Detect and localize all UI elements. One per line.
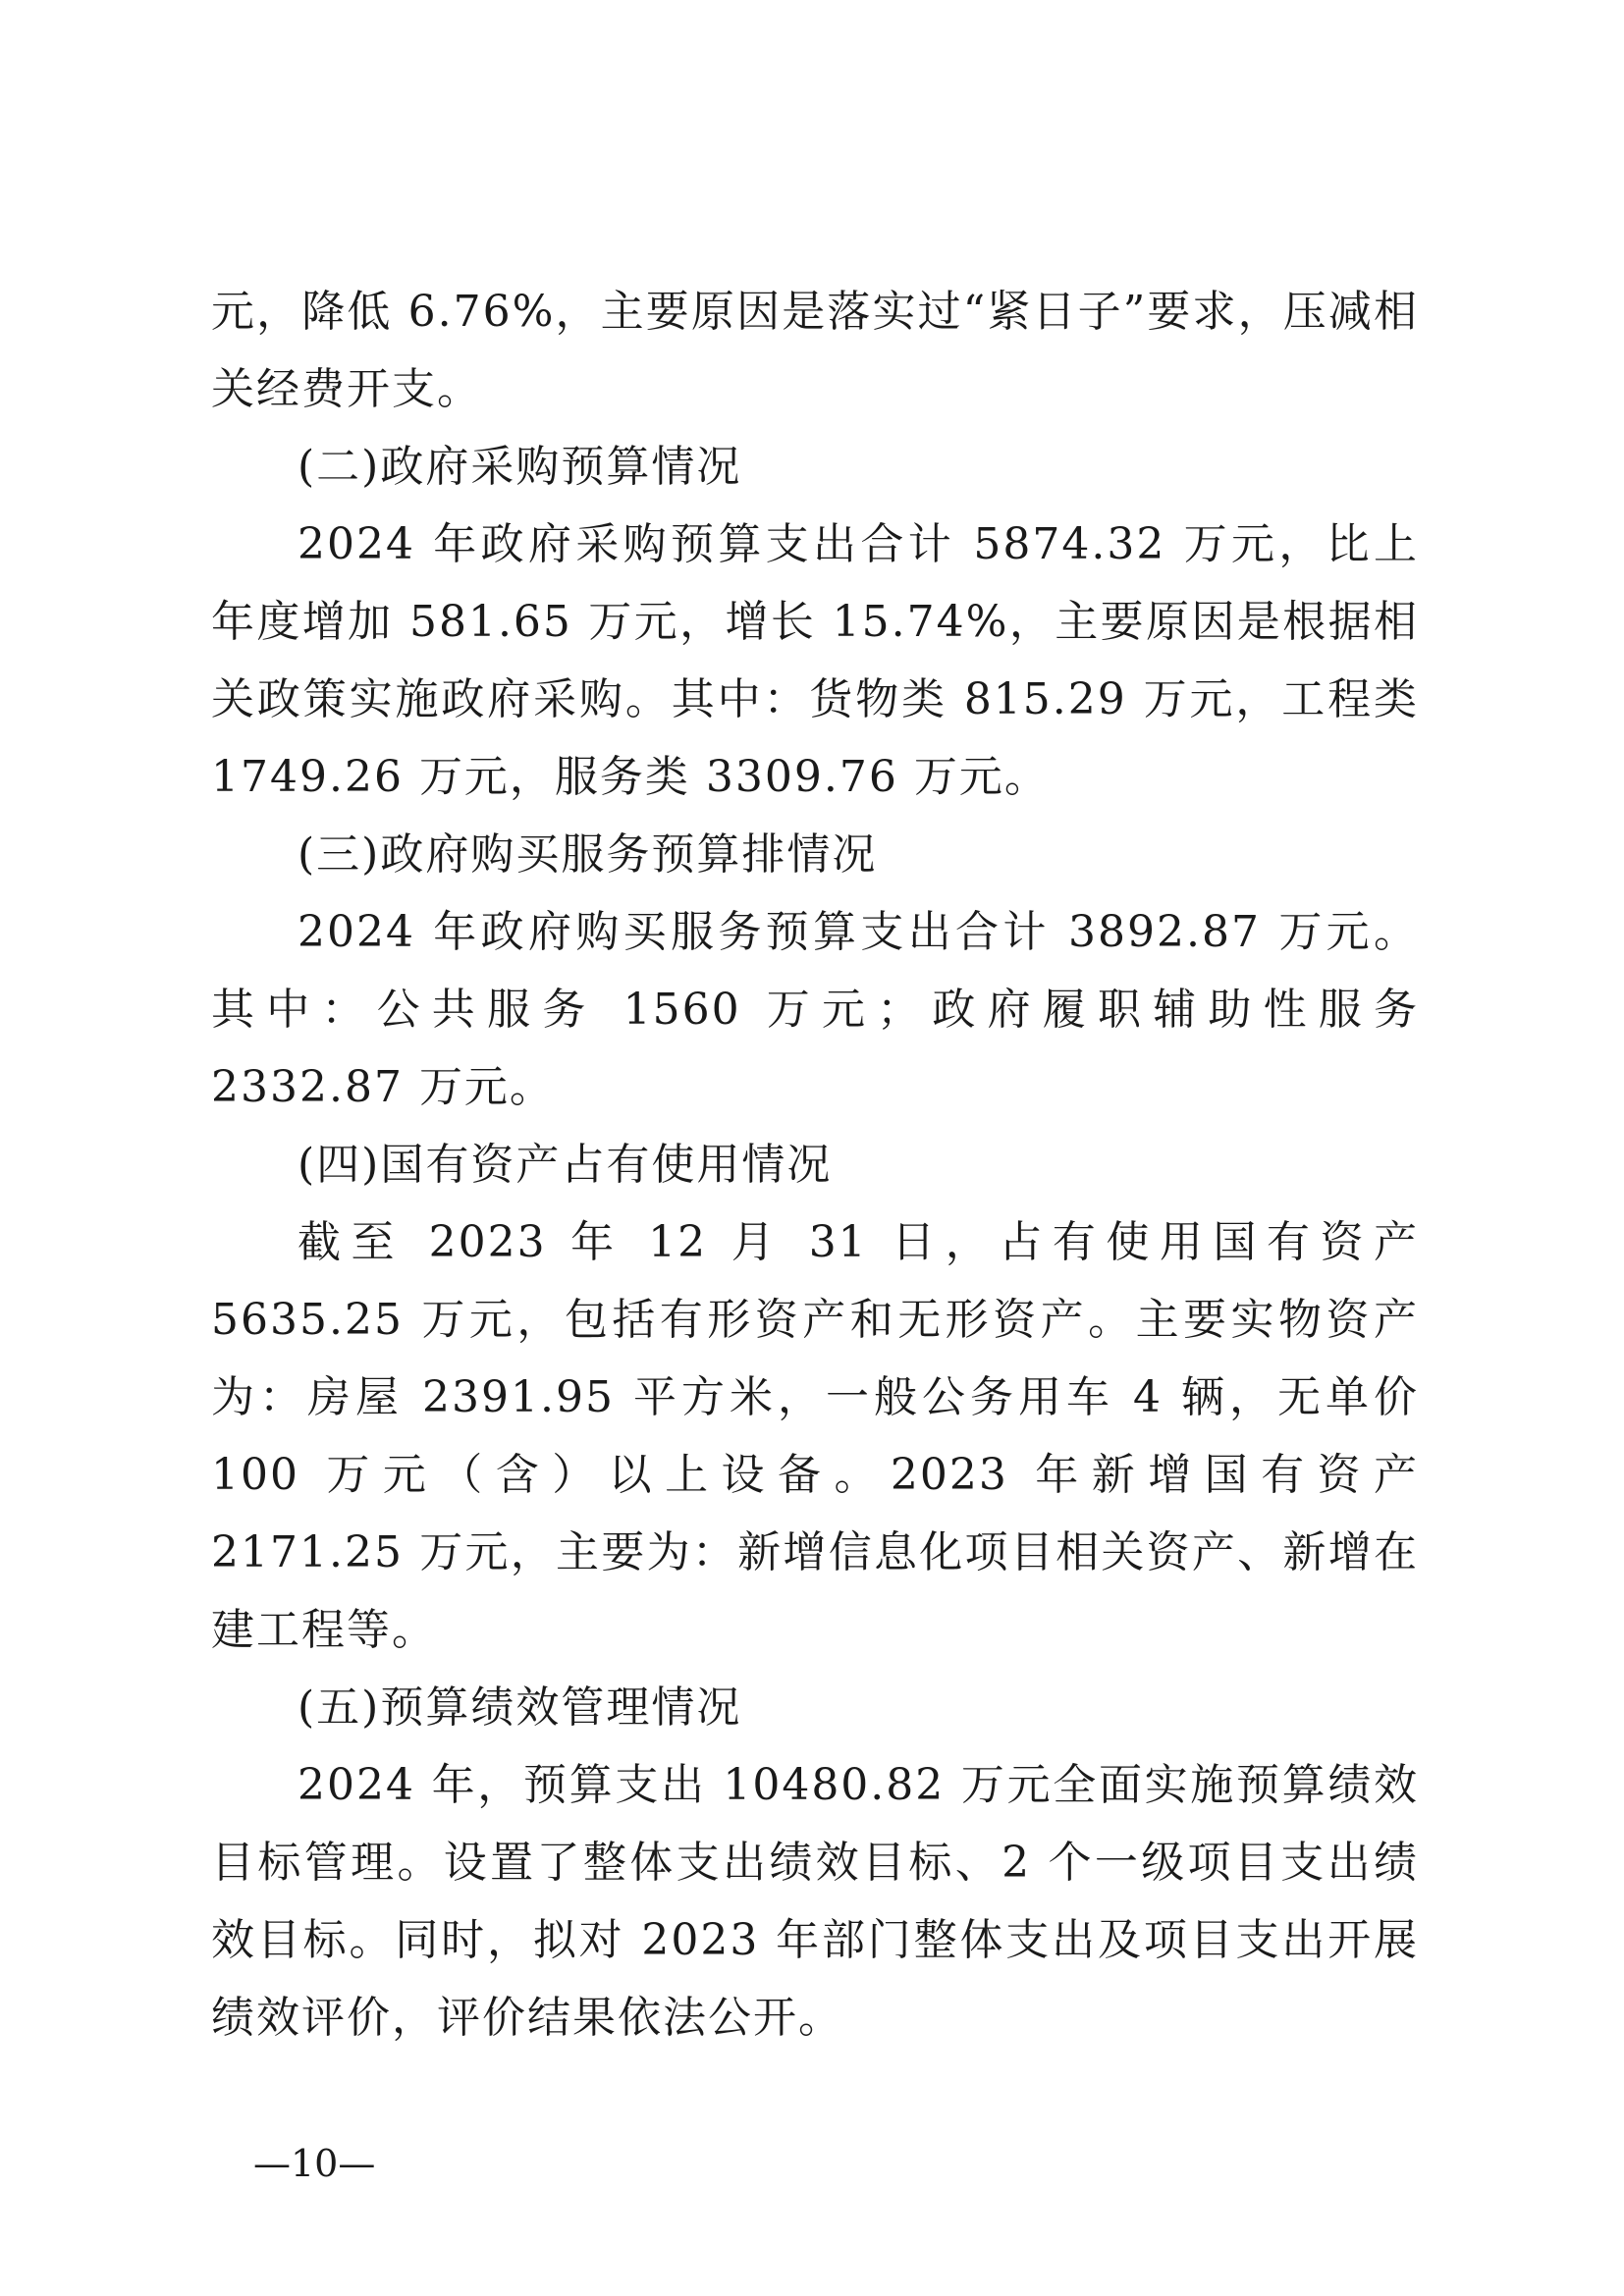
section-heading-purchased-services: (三)政府购买服务预算排情况: [298, 829, 878, 880]
section-heading-state-assets: (四)国有资产占有使用情况: [298, 1140, 833, 1190]
section-heading-performance: (五)预算绩效管理情况: [298, 1682, 742, 1733]
paragraph-procurement: 2024 年政府采购预算支出合计 5874.32 万元，比上年度增加 581.65 万元，增长 15.74%，主要原因是根据相关政策实施政府采购。其中：货物类 815.29 万元，工程类 1749.26 万元，服务类 3309.76 万元。: [211, 519, 1419, 802]
section-heading-procurement: (二)政府采购预算情况: [298, 442, 742, 492]
paragraph-state-assets: 截至 2023 年 12 月 31 日，占有使用国有资产 5635.25 万元，包括有形资产和无形资产。主要实物资产为：房屋 2391.95 平方米，一般公务用车 4 辆，无单价 100 万元（含）以上设备。2023 年新增国有资产 2171.25 万元，主要为：新增信息化项目相关资产、新增在建工程等。: [211, 1217, 1419, 1655]
document-body: [211, 273, 1419, 2056]
page-number: —10—: [253, 2142, 376, 2185]
paragraph-performance: 2024 年，预算支出 10480.82 万元全面实施预算绩效目标管理。设置了整体支出绩效目标、2 个一级项目支出绩效目标。同时，拟对 2023 年部门整体支出及项目支出开展绩效评价，评价结果依法公开。: [211, 1760, 1419, 2043]
paragraph-continuation: 元，降低 6.76%，主要原因是落实过“紧日子”要求，压减相关经费开支。: [211, 287, 1419, 414]
paragraph-purchased-services: 2024 年政府购买服务预算支出合计 3892.87 万元。其中：公共服务 1560 万元；政府履职辅助性服务 2332.87 万元。: [211, 907, 1419, 1112]
